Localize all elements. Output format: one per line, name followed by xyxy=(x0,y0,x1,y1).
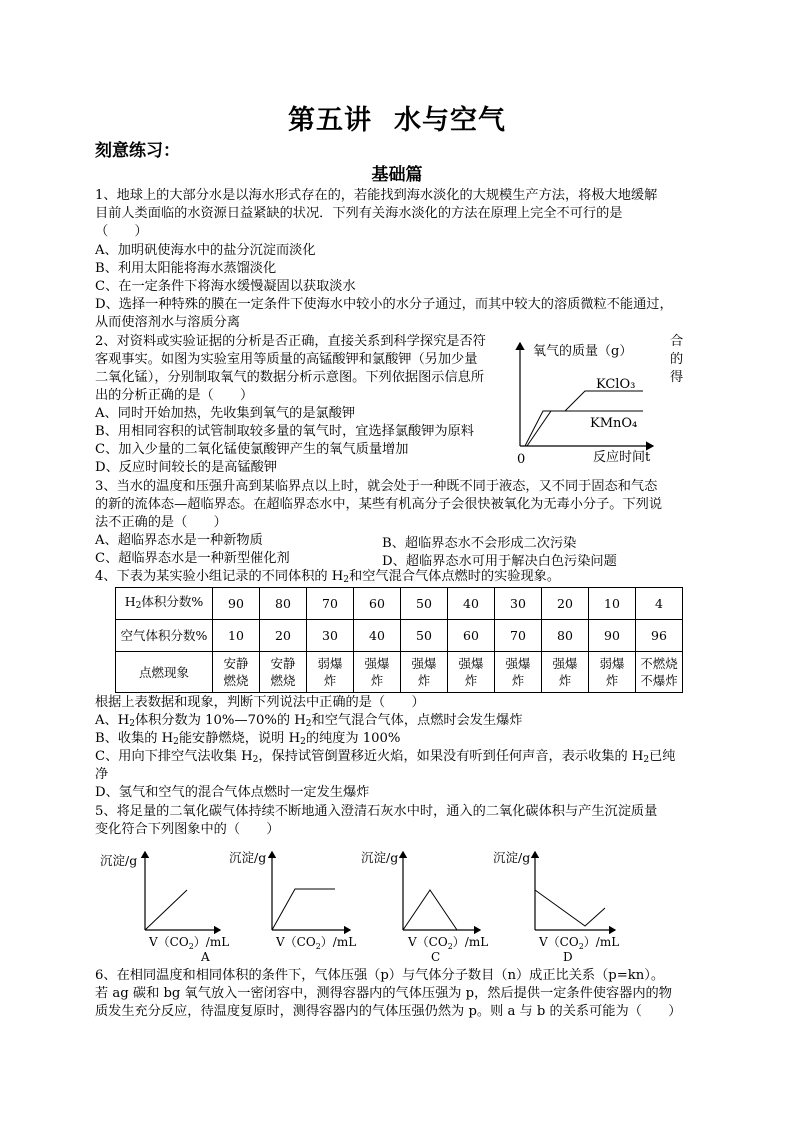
q5-graph-options xyxy=(95,842,655,962)
cell-phenomenon: 安静 燃烧 xyxy=(260,652,307,693)
graph-c xyxy=(361,850,488,962)
cell-h2: 20 xyxy=(542,588,589,620)
q3-line3: 法不正确的是（ ） xyxy=(95,515,227,530)
cell-h2: 30 xyxy=(495,588,542,620)
q5-line1: 5、将足量的二氧化碳气体持续不断地通入澄清石灰水中时，通入的二氧化碳体积与产生沉淀质量 xyxy=(95,804,658,819)
graph-a-curve xyxy=(145,890,187,930)
q3-option-b: B、超临界态水不会形成二次污染 xyxy=(382,536,577,551)
subheading: 基础篇 xyxy=(371,165,423,185)
q1-line3: （ ） xyxy=(95,224,148,239)
graph-d-xlabel: $V(CO_2)/mL$ xyxy=(539,935,620,951)
q4-option-c: C、用向下排空气法收集 H2，保持试管倒置移近火焰，如果没有听到任何声音，表示收集的 H2已纯 xyxy=(95,749,676,765)
cell-phenomenon: 强爆 炸 xyxy=(542,652,589,693)
q4-intro-b: 和空气混合气体点燃时的实验现象。 xyxy=(349,569,561,584)
q4-option-a: A、H2体积分数为 10%—70%的 H2和空气混合气体，点燃时会发生爆炸 xyxy=(95,713,523,729)
oxygen-mass-graph xyxy=(505,333,670,468)
cell-air: 60 xyxy=(448,620,495,652)
table-row-h2 xyxy=(116,588,683,620)
graph-b-ylabel: 沉淀/g xyxy=(229,850,267,865)
q2-option-b: B、用相同容积的试管制取较多量的氧气时，宜选择氯酸钾为原料 xyxy=(95,424,474,439)
cell-phenomenon: 弱爆 炸 xyxy=(307,652,354,693)
q3-line1: 3、当水的温度和压强升高到某临界点以上时，就会处于一种既不同于液态，又不同于固态和气态 xyxy=(95,479,658,494)
graph-origin-label: 0 xyxy=(517,452,526,467)
q1-option-b: B、利用太阳能将海水蒸馏淡化 xyxy=(95,261,277,276)
q4-after-table: 根据上表数据和现象，判断下列说法中正确的是（ ） xyxy=(95,695,425,710)
graph-b xyxy=(229,850,356,951)
graph-b-curve xyxy=(272,889,335,930)
graph-a-letter: A xyxy=(201,950,210,962)
cell-h2: 50 xyxy=(401,588,448,620)
label-kmno4: KMnO₄ xyxy=(590,416,638,431)
q2-line2: 客观事实。如图为实验室用等质量的高锰酸钾和氯酸钾（另加少量 xyxy=(95,352,478,367)
cell-h2: 4 xyxy=(636,588,683,620)
cell-air: 10 xyxy=(213,620,260,652)
graph-x-label: 反应时间t xyxy=(593,450,651,465)
graph-a-ylabel: 沉淀/g xyxy=(100,853,138,868)
cell-phenomenon: 安静 燃烧 xyxy=(213,652,260,693)
table-row-phenomenon xyxy=(116,652,683,693)
graph-d-ylabel: 沉淀/g xyxy=(493,850,531,865)
q1-line1: 1、地球上的大部分水是以海水形式存在的，若能找到海水淡化的大规模生产方法，将极大地缓解 xyxy=(95,188,658,203)
experiment-table xyxy=(115,587,683,693)
cell-h2: 40 xyxy=(448,588,495,620)
cell-phenomenon: 弱爆 炸 xyxy=(589,652,636,693)
cell-h2: 70 xyxy=(307,588,354,620)
cell-h2: 60 xyxy=(354,588,401,620)
cell-h2: 90 xyxy=(213,588,260,620)
q2-right-fragment-2: 的 xyxy=(670,352,684,367)
q3-option-c: C、超临界态水是一种新型催化剂 xyxy=(95,551,290,566)
cell-air: 50 xyxy=(401,620,448,652)
cell-phenomenon: 强爆 炸 xyxy=(401,652,448,693)
graph-c-xlabel: $V(CO_2)/mL$ xyxy=(408,935,489,951)
page-title xyxy=(0,98,794,137)
row-label-phenomenon: 点燃现象 xyxy=(116,652,213,693)
section-heading: 刻意练习： xyxy=(95,141,180,161)
cell-h2: 10 xyxy=(589,588,636,620)
graph-a-xlabel: $V(CO_2)/mL$ xyxy=(149,935,230,951)
title-left: 第五讲 xyxy=(288,105,372,136)
cell-phenomenon: 强爆 炸 xyxy=(354,652,401,693)
q1-option-d-line2: 从而使溶剂水与溶质分离 xyxy=(95,315,241,330)
row-label-air: 空气体积分数% xyxy=(116,620,213,652)
cell-phenomenon: 强爆 炸 xyxy=(448,652,495,693)
title-right: 水与空气 xyxy=(394,105,506,136)
cell-air: 70 xyxy=(495,620,542,652)
graph-a xyxy=(100,852,229,962)
q3-option-d: D、超临界态水可用于解决白色污染问题 xyxy=(382,554,617,569)
cell-air: 20 xyxy=(260,620,307,652)
q5-line2: 变化符合下列图象中的（ ） xyxy=(95,822,280,837)
graph-c-curve xyxy=(403,890,457,930)
graph-y-label: 氧气的质量（g） xyxy=(533,344,633,359)
graph-c-letter: C xyxy=(431,950,441,962)
q1-option-c: C、在一定条件下将海水缓慢凝固以获取淡水 xyxy=(95,279,356,294)
q6-line2: 若 ag 碳和 bg 氧气放入一密闭容中，测得容器内的气体压强为 p，然后提供一定条件使容器内的物 xyxy=(95,986,672,1001)
cell-air: 30 xyxy=(307,620,354,652)
q3-line2: 的新的流体态—超临界态。在超临界态水中，某些有机高分子会很快被氧化为无毒小分子。下列说 xyxy=(95,497,663,512)
q1-option-d-line1: D、选择一种特殊的膜在一定条件下使海水中较小的水分子通过，而其中较大的溶质微粒不能通过， xyxy=(95,297,673,312)
cell-air: 90 xyxy=(589,620,636,652)
cell-air: 96 xyxy=(636,620,683,652)
row-label-h2: H2体积分数% xyxy=(116,588,213,620)
graph-c-ylabel: 沉淀/g xyxy=(361,850,399,865)
graph-d-letter: D xyxy=(563,950,573,962)
cell-phenomenon: 不燃烧 不爆炸 xyxy=(636,652,683,693)
q2-line4: 出的分析正确的是（ ） xyxy=(95,388,254,403)
cell-h2: 80 xyxy=(260,588,307,620)
cell-air: 80 xyxy=(542,620,589,652)
label-kclo3: KClO₃ xyxy=(596,377,636,392)
cell-phenomenon: 强爆 炸 xyxy=(495,652,542,693)
q2-line1: 2、对资料或实验证据的分析是否正确，直接关系到科学探究是否符 xyxy=(95,334,486,349)
q2-option-a: A、同时开始加热，先收集到氧气的是氯酸钾 xyxy=(95,406,356,421)
q6-line3: 质发生充分反应，待温度复原时，测得容器内的气体压强仍然为 p。则 a 与 b 的关系可能为（ ） xyxy=(95,1004,682,1019)
q4-option-b: B、收集的 H2能安静燃烧，说明 H2的纯度为 100% xyxy=(95,731,401,747)
graph-d-curve xyxy=(535,890,605,926)
q2-option-c: C、加入少量的二氧化锰使氯酸钾产生的氧气质量增加 xyxy=(95,442,409,457)
graph-b-xlabel: $V(CO_2)/mL$ xyxy=(276,935,357,951)
q1-option-a: A、加明矾使海水中的盐分沉淀而淡化 xyxy=(95,243,316,258)
q2-option-d: D、反应时间较长的是高锰酸钾 xyxy=(95,460,278,475)
q2-right-fragment-1: 合 xyxy=(670,334,684,349)
q4-intro: 4、下表为某实验小组记录的不同体积的 H2和空气混合气体点燃时的实验现象。 xyxy=(95,569,561,585)
q4-option-d: D、氢气和空气的混合气体点燃时一定发生爆炸 xyxy=(95,785,370,800)
q2-line3: 二氧化锰），分别制取氧气的数据分析示意图。下列依据图示信息所 xyxy=(95,370,485,385)
graph-d xyxy=(493,850,619,962)
table-row-air xyxy=(116,620,683,652)
q2-right-fragment-3: 得 xyxy=(670,370,684,385)
cell-air: 40 xyxy=(354,620,401,652)
q1-line2: 目前人类面临的水资源日益紧缺的状况．下列有关海水淡化的方法在原理上完全不可行的是 xyxy=(95,206,623,221)
q4-intro-a: 4、下表为某实验小组记录的不同体积的 H xyxy=(95,569,344,584)
q6-line1: 6、在相同温度和相同体积的条件下，气体压强（p）与气体分子数目（n）成正比关系（p=kn）。 xyxy=(95,968,665,983)
q3-option-a: A、超临界态水是一种新物质 xyxy=(95,533,263,548)
q4-option-c-continued: 净 xyxy=(95,767,109,782)
